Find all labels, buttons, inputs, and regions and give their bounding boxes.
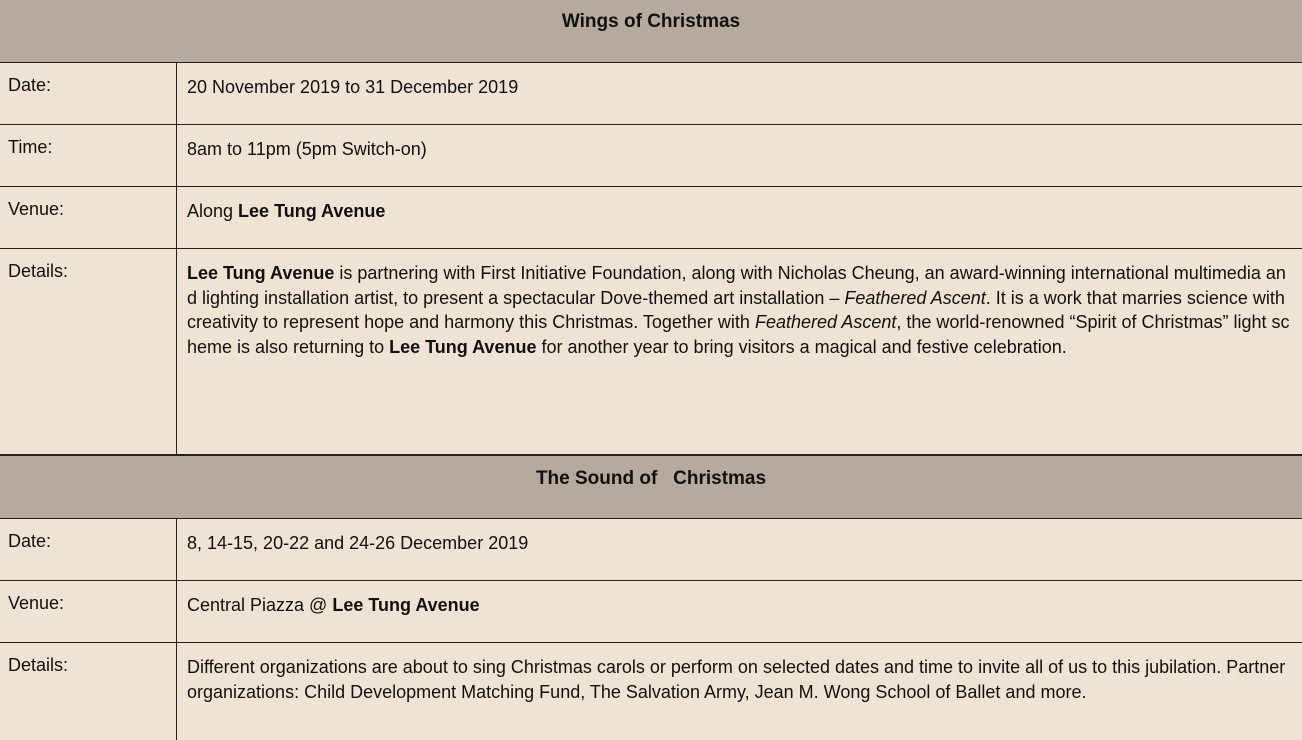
date-value: 20 November 2019 to 31 December 2019 bbox=[187, 77, 519, 97]
time-row bbox=[0, 125, 1302, 187]
date-row bbox=[0, 63, 1302, 125]
details-row bbox=[0, 249, 1302, 455]
time-label: Time: bbox=[0, 125, 177, 186]
venue-name: Lee Tung Avenue bbox=[332, 595, 480, 615]
artwork-title: Feathered Ascent bbox=[754, 312, 897, 332]
details-label: Details: bbox=[0, 643, 177, 740]
venue-value bbox=[177, 581, 1302, 642]
venue-row bbox=[0, 581, 1302, 643]
date-label: Date: bbox=[0, 519, 177, 580]
details-text: . It is a work that marries science with creativity to represent hope and harmony this Christmas. Together with bbox=[187, 287, 1285, 332]
details-text: , the world-renowned “Spirit of Christmas” light scheme is also returning to bbox=[187, 312, 1290, 357]
details-venue-name: Lee Tung Avenue bbox=[187, 263, 335, 283]
venue-label: Venue: bbox=[0, 581, 177, 642]
venue-row bbox=[0, 187, 1302, 249]
details-row bbox=[0, 643, 1302, 740]
date-value: 8, 14-15, 20-22 and 24-26 December 2019 bbox=[187, 533, 529, 553]
section-title-text: The Sound of Christmas bbox=[535, 468, 767, 489]
details-venue-name: Lee Tung Avenue bbox=[389, 336, 537, 357]
details-value bbox=[177, 249, 1302, 454]
date-row bbox=[0, 519, 1302, 581]
venue-prefix: Along bbox=[187, 201, 239, 221]
section-title-text: Wings of Christmas bbox=[561, 11, 741, 32]
section-title-wings-of-christmas bbox=[0, 0, 1302, 63]
details-value: Different organizations are about to sing Christmas carols or perform on selected dates and time to invite all of us to this jubilation. Partner organizations: Child Development Matching Fund, The Salvation Army, Jean M. Wong School of Ballet and more. bbox=[187, 657, 1286, 702]
date-label: Date: bbox=[0, 63, 177, 124]
details-label: Details: bbox=[0, 249, 177, 454]
artwork-title: Feathered Ascent bbox=[844, 287, 986, 308]
venue-label: Venue: bbox=[0, 187, 177, 248]
section-title-sound-of-christmas bbox=[0, 455, 1302, 519]
details-text: for another year to bring visitors a magical and festive celebration. bbox=[536, 336, 1067, 357]
venue-prefix: Central Piazza @ bbox=[187, 595, 333, 615]
time-value: 8am to 11pm (5pm Switch-on) bbox=[187, 139, 427, 159]
details-text: is partnering with First Initiative Foundation, along with Nicholas Cheung, an award-winning international multimedia and lighting installation artist, to present a spectacular Dove-themed art installation – bbox=[187, 263, 1286, 308]
venue-name: Lee Tung Avenue bbox=[238, 201, 386, 221]
venue-value bbox=[177, 187, 1302, 248]
